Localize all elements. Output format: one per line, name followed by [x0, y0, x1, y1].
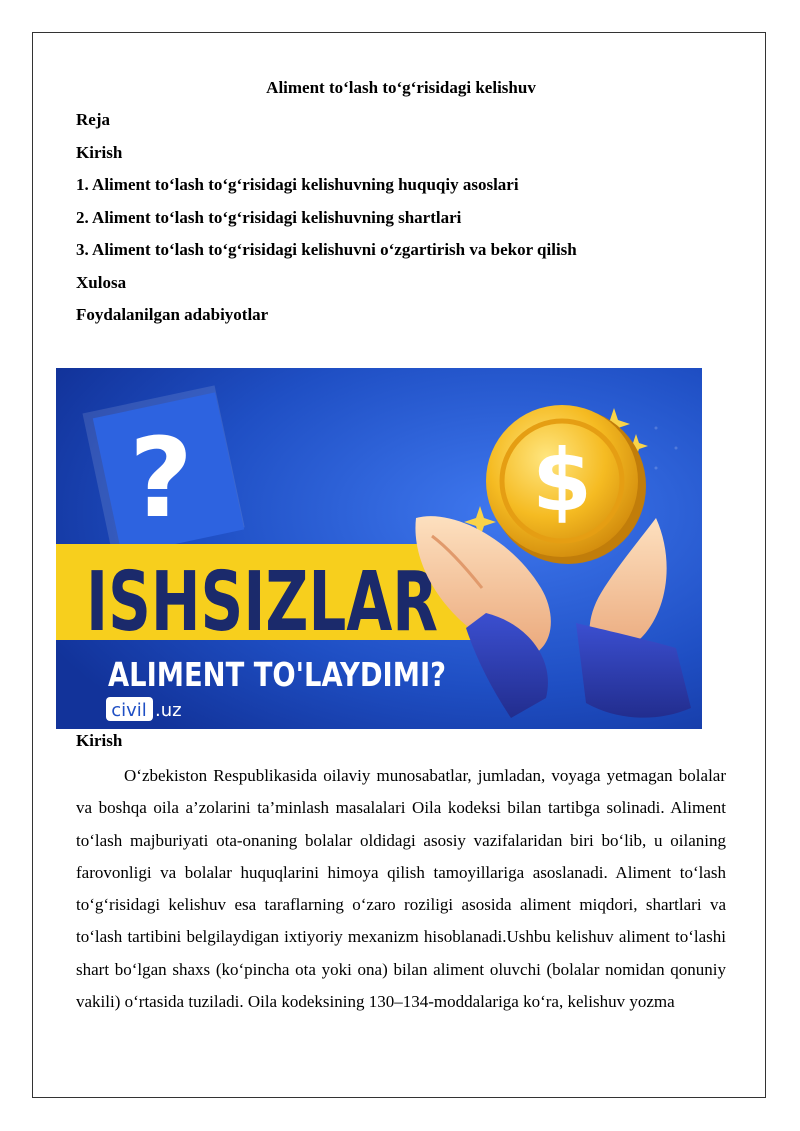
plan-item: Foydalanilgan adabiyotlar [76, 305, 269, 324]
svg-text:$: $ [532, 431, 592, 531]
plan-item: 1. Aliment to‘lash to‘g‘risidagi kelishuvning huquqiy asoslari [76, 175, 519, 194]
svg-text:.uz: .uz [155, 700, 182, 721]
banner-graphic [56, 368, 702, 729]
svg-text:?: ? [129, 414, 193, 542]
civil-logo [106, 697, 182, 721]
plan-item: Kirish [76, 142, 123, 162]
banner-image [56, 368, 702, 729]
banner-subheadline: ALIMENT TO'LAYDIMI? [108, 655, 446, 694]
plan-item: Xulosa [76, 272, 127, 292]
intro-paragraph: O‘zbekiston Respublikasida oilaviy munosabatlar, jumladan, voyaga yetmagan bolalar va boshqa oila a’zolarini ta’minlash masalalari Oila kodeksi bilan tartibga solinadi. Aliment to‘lash majburiyati ota-onaning bolalar oldidagi asosiy vazifalaridan biri bo‘lib, u oilaning farovonligi va bolalar huquqlarini himoya qilish tamoyillariga asoslanadi. Aliment to‘lash to‘g‘risidagi kelishuv esa taraflarning o‘zaro roziligi asosida aliment miqdori, shartlari va to‘lash tartibini belgilaydigan ixtiyoriy mexanizm hisoblanadi.Ushbu kelishuv aliment to‘lashi shart bo‘lgan shaxs (ko‘pincha ota yoki ona) bilan aliment oluvchi (bolalar nomidan qonuniy vakili) o‘rtasida tuziladi. Oila kodeksining 130–134-moddalariga ko‘ra, kelishuv yozma [76, 766, 726, 1012]
plan-heading: Reja [76, 110, 110, 129]
plan-list [76, 137, 726, 332]
document-title: Aliment to‘lash to‘g‘risidagi kelishuv [266, 78, 536, 97]
plan-item: 2. Aliment to‘lash to‘g‘risidagi kelishuvning shartlari [76, 207, 462, 227]
document-body [76, 72, 726, 332]
banner-headline: ISHSIZLAR [86, 555, 438, 650]
svg-text:civil: civil [111, 700, 147, 721]
intro-heading: Kirish [76, 731, 123, 750]
plan-item: 3. Aliment to‘lash to‘g‘risidagi kelishuvni o‘zgartirish va bekor qilish [76, 240, 577, 259]
